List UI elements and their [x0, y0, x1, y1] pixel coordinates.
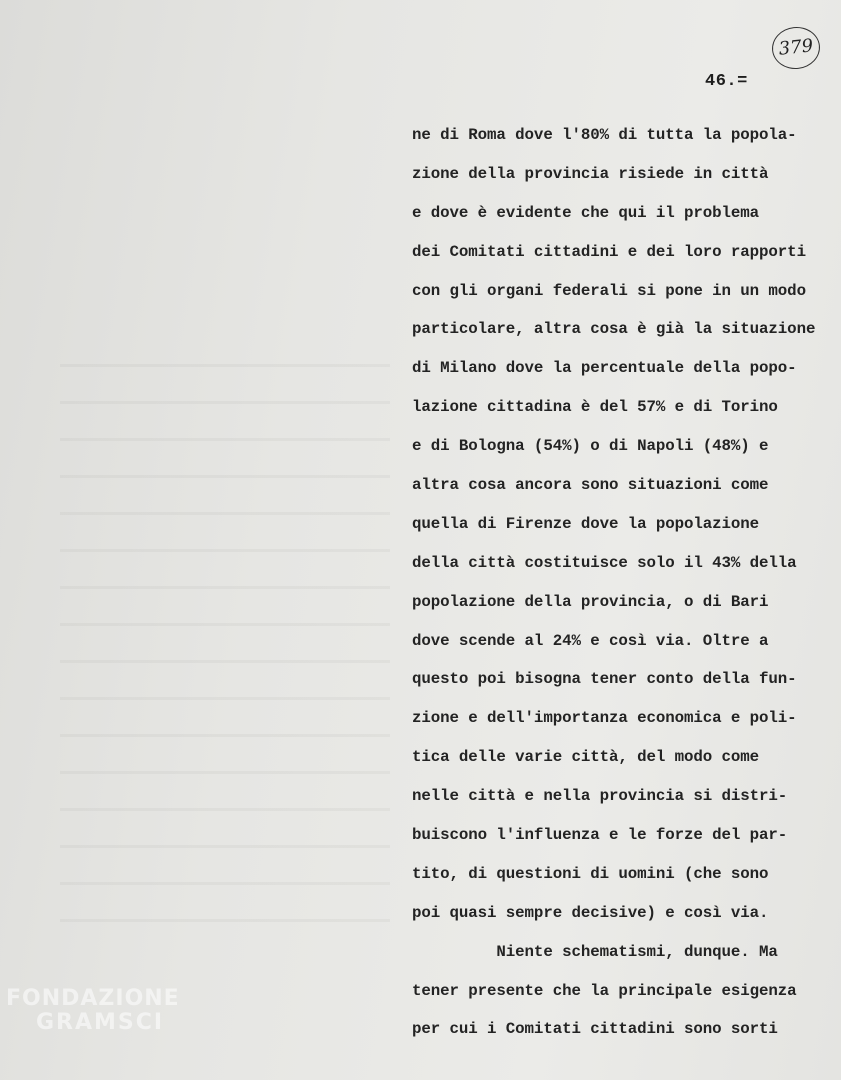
- text-line: nelle città e nella provincia si distri-: [412, 787, 788, 806]
- text-line: quella di Firenze dove la popolazione: [412, 514, 760, 533]
- text-line: zione e dell'importanza economica e poli-: [412, 709, 797, 728]
- text-line: e di Bologna (54%) o di Napoli (48%) e: [412, 437, 769, 456]
- text-line: di Milano dove la percentuale della popo-: [412, 359, 797, 378]
- text-line: questo poi bisogna tener conto della fun-: [412, 670, 797, 689]
- text-line: dove scende al 24% e così via. Oltre a: [412, 631, 769, 650]
- watermark-line-2: GRAMSCI: [36, 1010, 165, 1035]
- text-line: della città costituisce solo il 43% della: [412, 553, 797, 572]
- text-line: tener presente che la principale esigenza: [412, 981, 797, 1000]
- text-line: dei Comitati cittadini e dei loro rapporti: [412, 242, 806, 261]
- watermark-line-1: FONDAZIONE: [6, 986, 180, 1011]
- text-line: e dove è evidente che qui il problema: [412, 203, 760, 222]
- text-line: ne di Roma dove l'80% di tutta la popola-: [412, 126, 797, 144]
- text-line: Niente schematismi, dunque. Ma: [412, 942, 778, 961]
- text-line: popolazione della provincia, o di Bari: [412, 592, 769, 611]
- text-line: altra cosa ancora sono situazioni come: [412, 476, 769, 495]
- text-line: per cui i Comitati cittadini sono sorti: [412, 1020, 778, 1039]
- text-line: lazione cittadina è del 57% e di Torino: [412, 398, 778, 417]
- text-line: particolare, altra cosa è già la situazione: [412, 320, 816, 339]
- text-line: tica delle varie città, del modo come: [412, 748, 760, 767]
- archive-number-stamp: 379: [770, 25, 822, 72]
- text-line: zione della provincia risiede in città: [412, 164, 769, 183]
- fondazione-gramsci-watermark: [6, 988, 180, 1034]
- bleed-through-text: [60, 330, 390, 930]
- text-line: tito, di questioni di uomini (che sono: [412, 864, 769, 883]
- typed-text-block: [412, 116, 841, 1049]
- page-number: 46.=: [705, 72, 748, 91]
- text-line: buiscono l'influenza e le forze del par-: [412, 826, 788, 845]
- text-line: poi quasi sempre decisive) e così via.: [412, 903, 769, 922]
- text-line: con gli organi federali si pone in un modo: [412, 281, 806, 300]
